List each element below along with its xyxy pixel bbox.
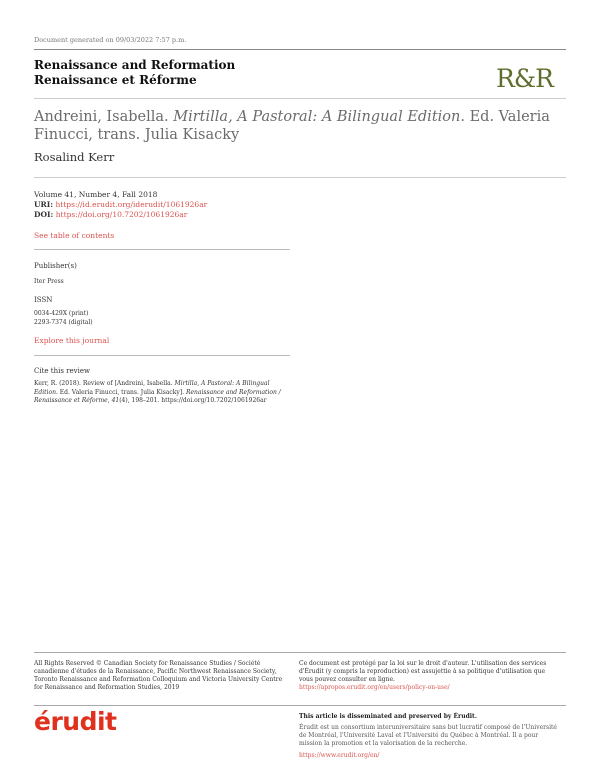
doi-line bbox=[34, 210, 207, 220]
top-divider bbox=[34, 49, 566, 50]
cite-part4: (4), 198–201. https://doi.org/10.7202/1061926ar bbox=[119, 397, 267, 404]
journal-name-fr: Renaissance et Réforme bbox=[34, 73, 197, 87]
doi-label: DOI: bbox=[34, 210, 54, 219]
title-work: Mirtilla, A Pastoral: A Bilingual Edition bbox=[173, 109, 461, 125]
issn-label: ISSN bbox=[34, 296, 53, 304]
article-title bbox=[34, 108, 554, 144]
publisher-name: Iter Press bbox=[34, 278, 64, 285]
copyright-notice bbox=[299, 660, 559, 692]
uri-link[interactable]: https://id.erudit.org/iderudit/1061926ar bbox=[55, 200, 208, 209]
author-divider bbox=[34, 177, 566, 178]
citation-text bbox=[34, 380, 294, 406]
toc-divider bbox=[34, 249, 290, 250]
issn-print: 0034-429X (print) bbox=[34, 310, 89, 317]
cite-label: Cite this review bbox=[34, 367, 90, 375]
header-divider bbox=[34, 98, 566, 99]
volume-info: Volume 41, Number 4, Fall 2018 bbox=[34, 190, 158, 199]
cite-part3: , bbox=[107, 397, 112, 404]
generation-timestamp: Document generated on 09/03/2022 7:57 p.m. bbox=[34, 36, 187, 44]
issn-values bbox=[34, 310, 93, 327]
dissemination-notice bbox=[299, 713, 559, 760]
dissemination-body: Érudit est un consortium interuniversitaire sans but lucratif composé de l'Université de Montréal, l'Université Laval et l'Université du Québec à Montréal. Il a pour mission la promotion et la valorisation de la recherche. bbox=[299, 724, 557, 747]
explore-divider bbox=[34, 355, 290, 356]
issn-digital: 2293-7374 (digital) bbox=[34, 318, 93, 326]
publisher-label: Publisher(s) bbox=[34, 262, 77, 270]
uri-label: URI: bbox=[34, 200, 54, 209]
policy-link[interactable]: https://apropos.erudit.org/en/users/policy-on-use/ bbox=[299, 684, 450, 691]
doi-link[interactable]: https://doi.org/10.7202/1061926ar bbox=[55, 210, 188, 219]
erudit-link[interactable]: https://www.erudit.org/en/ bbox=[299, 752, 380, 759]
title-rest: . Ed. Valeria Finucci, trans. Julia Kisacky bbox=[34, 109, 550, 143]
copyright-fr: Ce document est protégé par la loi sur le droit d'auteur. L'utilisation des services d'Érudit (y compris la reproduction) est assujettie à sa politique d'utilisation que vous pouvez consulter en ligne. bbox=[299, 660, 547, 683]
footer-bottom-divider bbox=[34, 705, 566, 706]
journal-title bbox=[34, 58, 235, 88]
uri-line bbox=[34, 200, 207, 210]
journal-name-en: Renaissance and Reformation bbox=[34, 58, 236, 72]
cite-volume: 41 bbox=[111, 397, 120, 404]
title-author: Andreini, Isabella. bbox=[34, 109, 174, 125]
table-of-contents-link[interactable]: See table of contents bbox=[34, 231, 115, 240]
rights-notice: All Rights Reserved © Canadian Society for Renaissance Studies / Société canadienne d'études de la Renaissance, Pacific Northwest Renaissance Society, Toronto Renaissance and Reformation Colloquium and Victoria University Centre for Renaissance and Reformation Studies, 2019 bbox=[34, 660, 283, 691]
erudit-logo: érudit bbox=[34, 707, 117, 736]
cite-work-title: Mirtilla, A Pastoral: A Bilingual Edition bbox=[34, 380, 270, 396]
article-author: Rosalind Kerr bbox=[34, 150, 115, 164]
footer-divider bbox=[34, 652, 566, 653]
cite-journal-title: Renaissance and Reformation / Renaissance et Réforme bbox=[34, 388, 281, 404]
explore-journal-link[interactable]: Explore this journal bbox=[34, 336, 110, 345]
cite-part1: Kerr, R. (2018). Review of [Andreini, Isabella. bbox=[34, 380, 175, 387]
cite-part2: . Ed. Valeria Finucci, trans. Julia Kisacky]. bbox=[55, 388, 186, 396]
journal-logo: R&R bbox=[496, 64, 553, 93]
dissemination-title: This article is disseminated and preserved by Érudit. bbox=[299, 713, 477, 720]
article-meta bbox=[34, 190, 207, 220]
